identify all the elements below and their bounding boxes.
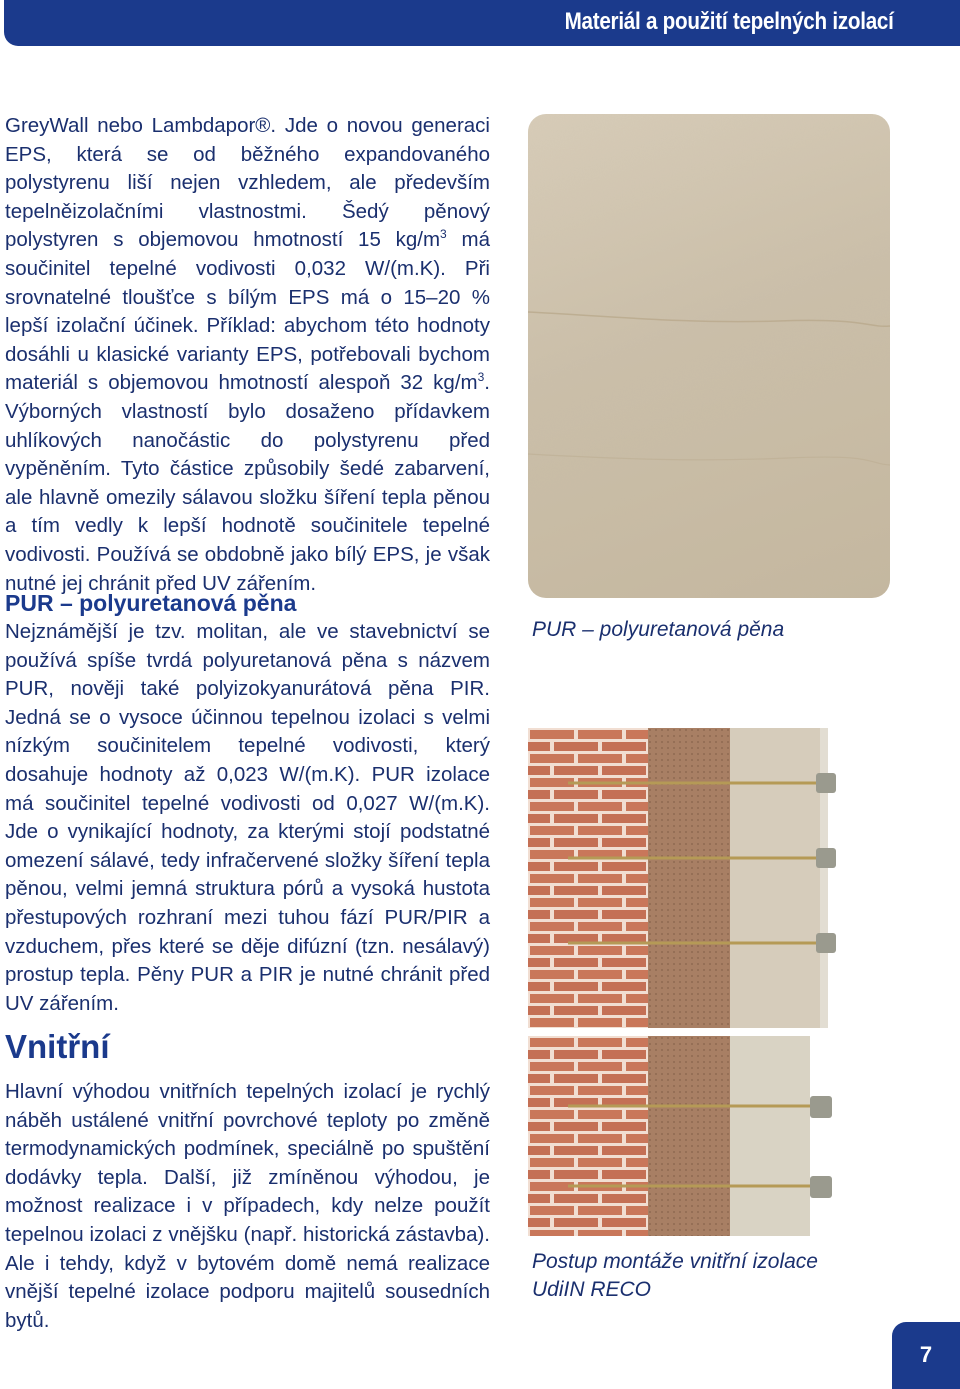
installation-illustration-2 <box>528 1036 902 1236</box>
vnitrni-text: Hlavní výhodou vnitřních tepelných izolací je rychlý náběh ustálené vnitřní povrchové teploty po změně termodynamických podmínek, speciálně po spuštění dodávky tepla. Další, již zmíněnou výhodou, je možnost realizace i v případech, kdy nelze použít tepelnou izolaci z vnějšku (např. historická zástavba). Ale i tehdy, když v bytovém domě nemá realizace vnější tepelné izolace podporu majitelů sousedních bytů. <box>5 1080 490 1332</box>
intro-text-3: . Výborných vlastností bylo dosaženo přídavkem uhlíkových nanočástic do polystyrenu před vypěněním. Tyto částice způsobily šedé zabarvení, ale hlavně omezily sálavou složku šíření tepla pěnou a tím vedly k lepší hodnotě součinitele tepelné vodivosti. Používá se obdobně jako bílý EPS, je však nutné jej chránit před UV zářením. <box>5 371 490 595</box>
foam-texture-graphic <box>528 114 890 598</box>
installation-caption <box>532 1248 818 1304</box>
installation-caption-line-1: Postup montáže vnitřní izolace <box>532 1250 818 1273</box>
intro-paragraph <box>5 112 490 598</box>
installation-illustration-1 <box>528 728 902 1028</box>
pur-section-title: PUR – polyuretanová pěna <box>5 590 297 616</box>
header-bar <box>4 0 960 46</box>
installation-caption-line-2: UdiIN RECO <box>532 1278 652 1301</box>
vnitrni-section-title: Vnitřní <box>5 1028 110 1065</box>
pur-foam-photo <box>528 114 890 598</box>
superscript-2: 3 <box>477 370 485 385</box>
superscript-1: 3 <box>440 227 447 242</box>
intro-text-2: má součinitel tepelné vodivosti 0,032 W/(m.K). Při srovnatelné tloušťce s bílým EPS má o 15–20 % lepší izolační účinek. Příklad: abychom této hodnoty dosáhli u klasické varianty EPS, potřebovali bychom materiál s objemovou hmotností alespoň 32 kg/m <box>5 228 490 395</box>
pur-paragraph <box>5 618 490 1018</box>
brick-wall-insulation-graphic <box>528 728 902 1028</box>
intro-text-1: GreyWall nebo Lambdapor®. Jde o novou generaci EPS, která se od běžného expandovaného polystyrenu liší nejen vzhledem, ale především tepelněizolačními vlastnostmi. Šedý pěnový polystyren s objemovou hmotností 15 kg/m <box>5 114 490 252</box>
pur-text: Nejznámější je tzv. molitan, ale ve stavebnictví se používá spíše tvrdá polyuretanová pěna s názvem PUR, nověji také polyizokyanurátová pěna PIR. Jedná se o vysoce účinnou tepelnou izolaci s velmi nízkým součinitelem tepelné vodivosti, který dosahuje hodnoty až 0,023 W/(m.K). PUR izolace má součinitel tepelné vodivosti od 0,027 W/(m.K). Jde o vynikající hodnoty, za kterými stojí podstatné omezení sálavé, tedy infračervené složky šíření tepla pěnou, velmi jemná struktura pórů a vysoká hustota přestupových rozhraní mezi tuhou fází PUR/PIR a vzduchem, přes které se děje difúzní (tzn. nesálavý) prostup tepla. Pěny PUR a PIR je nutné chránit před UV zářením. <box>5 620 490 1015</box>
vnitrni-paragraph <box>5 1078 490 1335</box>
brick-wall-installation-graphic <box>528 1036 902 1236</box>
foam-photo-caption: PUR – polyuretanová pěna <box>532 618 785 641</box>
page-header-title: Materiál a použití tepelných izolací <box>564 8 894 35</box>
page-number: 7 <box>919 1342 933 1367</box>
page-number-box <box>892 1322 960 1389</box>
